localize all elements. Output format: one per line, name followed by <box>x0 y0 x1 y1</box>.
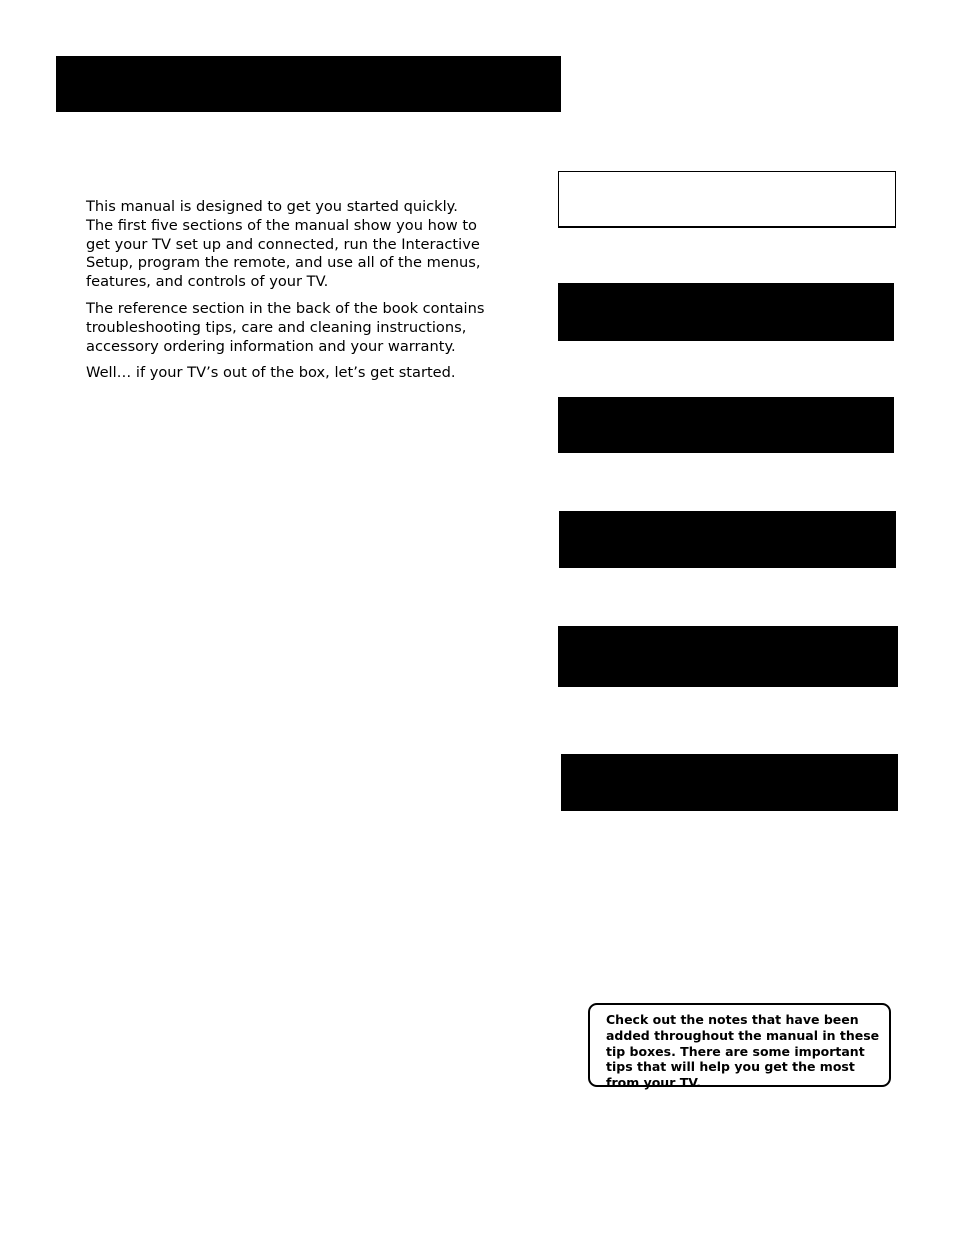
section-bar-1 <box>558 283 894 341</box>
outlined-heading-box <box>558 171 896 228</box>
title-bar <box>56 56 561 112</box>
section-bar-2 <box>558 397 894 453</box>
intro-paragraph-2: The reference section in the back of the book contains troubleshooting tips, care and cleaning instructions, accessory ordering information and your warranty. <box>86 299 485 355</box>
section-bar-3 <box>559 511 896 568</box>
intro-text <box>86 198 486 391</box>
tip-box <box>588 1003 891 1091</box>
intro-paragraph-3: Well… if your TV’s out of the box, let’s get started. <box>86 364 456 382</box>
section-bar-5 <box>561 754 898 811</box>
intro-paragraph-1: This manual is designed to get you started quickly. The first five sections of the manual show you how to get your TV set up and connected, run the Interactive Setup, program the remote, and use all of the menus, features, and controls of your TV. <box>86 198 481 291</box>
tip-box-text: Check out the notes that have been added throughout the manual in these tip boxes. There are some important tips that will help you get the most from your TV. <box>606 1012 880 1091</box>
section-bar-4 <box>558 626 898 687</box>
